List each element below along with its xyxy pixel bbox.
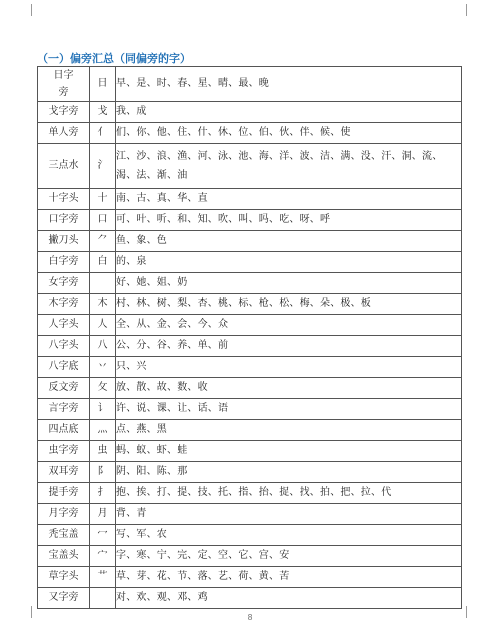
radical-symbol-cell: 十 xyxy=(90,189,116,210)
radical-name-cell: 双耳旁 xyxy=(38,462,90,483)
example-characters-cell: 的、泉 xyxy=(116,252,462,273)
example-characters-cell: 许、说、课、让、话、语 xyxy=(116,399,462,420)
example-characters-cell: 只、兴 xyxy=(116,357,462,378)
radical-name-cell: 四点底 xyxy=(38,420,90,441)
radical-name-cell: 秃宝盖 xyxy=(38,525,90,546)
radical-name-cell: 宝盖头 xyxy=(38,546,90,567)
radical-symbol-cell: 冖 xyxy=(90,525,116,546)
table-row xyxy=(38,588,462,609)
table-row xyxy=(38,504,462,525)
radical-name-cell: 虫字旁 xyxy=(38,441,90,462)
radical-symbol-cell: 白 xyxy=(90,252,116,273)
table-row xyxy=(38,336,462,357)
example-characters-cell: 对、欢、观、邓、鸡 xyxy=(116,588,462,609)
example-characters-cell: 早、是、时、春、星、晴、最、晚 xyxy=(116,67,462,102)
table-row xyxy=(38,357,462,378)
example-characters-cell: 全、从、金、会、今、众 xyxy=(116,315,462,336)
radical-name-cell: 木字旁 xyxy=(38,294,90,315)
table-row xyxy=(38,252,462,273)
example-characters-cell: 们、你、他、住、什、休、位、伯、伙、伴、候、使 xyxy=(116,123,462,144)
radical-symbol-cell: 攵 xyxy=(90,378,116,399)
example-characters-cell: 公、分、谷、养、单、前 xyxy=(116,336,462,357)
radical-name-cell: 八字头 xyxy=(38,336,90,357)
radical-symbol-cell xyxy=(90,273,116,294)
radical-symbol-cell: 虫 xyxy=(90,441,116,462)
radical-symbol-cell: 讠 xyxy=(90,399,116,420)
example-characters-cell: 南、古、真、华、直 xyxy=(116,189,462,210)
radical-name-cell: 提手旁 xyxy=(38,483,90,504)
radical-name-cell: 白字旁 xyxy=(38,252,90,273)
table-row xyxy=(38,462,462,483)
example-characters-cell: 点、燕、黑 xyxy=(116,420,462,441)
radical-name-line: 日字 xyxy=(53,70,74,81)
example-characters-cell: 草、芽、花、节、落、艺、荷、黄、苦 xyxy=(116,567,462,588)
radical-symbol-cell: 口 xyxy=(90,210,116,231)
radical-symbol-cell: 日 xyxy=(90,67,116,102)
radical-symbol-cell: 灬 xyxy=(90,420,116,441)
example-characters-cell: 阴、阳、陈、那 xyxy=(116,462,462,483)
radical-symbol-cell: 戈 xyxy=(90,102,116,123)
radical-name-cell: 草字头 xyxy=(38,567,90,588)
radical-symbol-cell: ⺈ xyxy=(90,231,116,252)
example-characters-cell: 背、青 xyxy=(116,504,462,525)
table-row xyxy=(38,294,462,315)
example-characters-cell: 放、散、故、数、收 xyxy=(116,378,462,399)
radical-symbol-cell: 八 xyxy=(90,336,116,357)
table-row xyxy=(38,483,462,504)
table-row xyxy=(38,102,462,123)
table-row xyxy=(38,399,462,420)
crop-mark-top-right xyxy=(466,4,479,16)
section-title: （一）偏旁汇总（同偏旁的字） xyxy=(37,52,191,65)
table-row xyxy=(38,67,462,102)
radical-name-cell: 三点水 xyxy=(38,144,90,189)
table-row xyxy=(38,231,462,252)
radical-symbol-cell xyxy=(90,588,116,609)
radical-name-cell: 言字旁 xyxy=(38,399,90,420)
example-characters-cell: 村、林、树、梨、杏、桃、标、枪、松、梅、朵、极、板 xyxy=(116,294,462,315)
radical-name-line: 旁 xyxy=(58,87,69,98)
radical-name-cell: 口字旁 xyxy=(38,210,90,231)
table-row xyxy=(38,378,462,399)
table-row xyxy=(38,273,462,294)
example-characters-cell: 字、寒、宁、完、定、空、它、宫、安 xyxy=(116,546,462,567)
table-row xyxy=(38,525,462,546)
example-characters-cell: 好、她、姐、奶 xyxy=(116,273,462,294)
example-characters-cell: 鱼、象、色 xyxy=(116,231,462,252)
radical-symbol-cell: 木 xyxy=(90,294,116,315)
radical-name-cell: 反文旁 xyxy=(38,378,90,399)
radical-name-cell: 月字旁 xyxy=(38,504,90,525)
radical-symbol-cell: 宀 xyxy=(90,546,116,567)
example-characters-cell: 我、成 xyxy=(116,102,462,123)
radical-name-cell: 女字旁 xyxy=(38,273,90,294)
table-row xyxy=(38,567,462,588)
radical-name-cell: 人字头 xyxy=(38,315,90,336)
radical-symbol-cell: 扌 xyxy=(90,483,116,504)
radical-symbol-cell: 艹 xyxy=(90,567,116,588)
table-row xyxy=(38,441,462,462)
radical-name-cell: 单人旁 xyxy=(38,123,90,144)
radical-name-cell: 八字底 xyxy=(38,357,90,378)
radicals-table xyxy=(37,66,462,609)
radical-symbol-cell: 人 xyxy=(90,315,116,336)
example-characters-cell: 江、沙、浪、渔、河、泳、池、海、洋、波、洁、满、没、汗、洞、流、渴、法、渐、油 xyxy=(116,144,462,189)
radical-name-stack xyxy=(38,67,89,101)
example-characters-cell: 蚂、蚁、虾、蛙 xyxy=(116,441,462,462)
crop-mark-top-left xyxy=(31,4,44,16)
table-row xyxy=(38,123,462,144)
example-characters-cell: 可、叶、听、和、知、吹、叫、吗、吃、呀、呼 xyxy=(116,210,462,231)
example-characters-cell: 写、军、农 xyxy=(116,525,462,546)
table-row xyxy=(38,189,462,210)
radical-name-cell: 十字头 xyxy=(38,189,90,210)
radical-symbol-cell: 丷 xyxy=(90,357,116,378)
radical-symbol-cell: 氵 xyxy=(90,144,116,189)
radicals-table-body xyxy=(38,67,462,609)
radical-name-cell: 又字旁 xyxy=(38,588,90,609)
radical-name-cell xyxy=(38,67,90,102)
table-row xyxy=(38,420,462,441)
radical-name-cell: 撇刀头 xyxy=(38,231,90,252)
radical-symbol-cell: 亻 xyxy=(90,123,116,144)
example-characters-cell: 抱、挨、打、提、技、托、指、抬、捉、找、拍、把、拉、代 xyxy=(116,483,462,504)
radical-symbol-cell: 阝 xyxy=(90,462,116,483)
table-row xyxy=(38,315,462,336)
table-row xyxy=(38,546,462,567)
radical-name-cell: 戈字旁 xyxy=(38,102,90,123)
page-number: 8 xyxy=(247,613,253,622)
table-row xyxy=(38,210,462,231)
radical-symbol-cell: 月 xyxy=(90,504,116,525)
table-row xyxy=(38,144,462,189)
